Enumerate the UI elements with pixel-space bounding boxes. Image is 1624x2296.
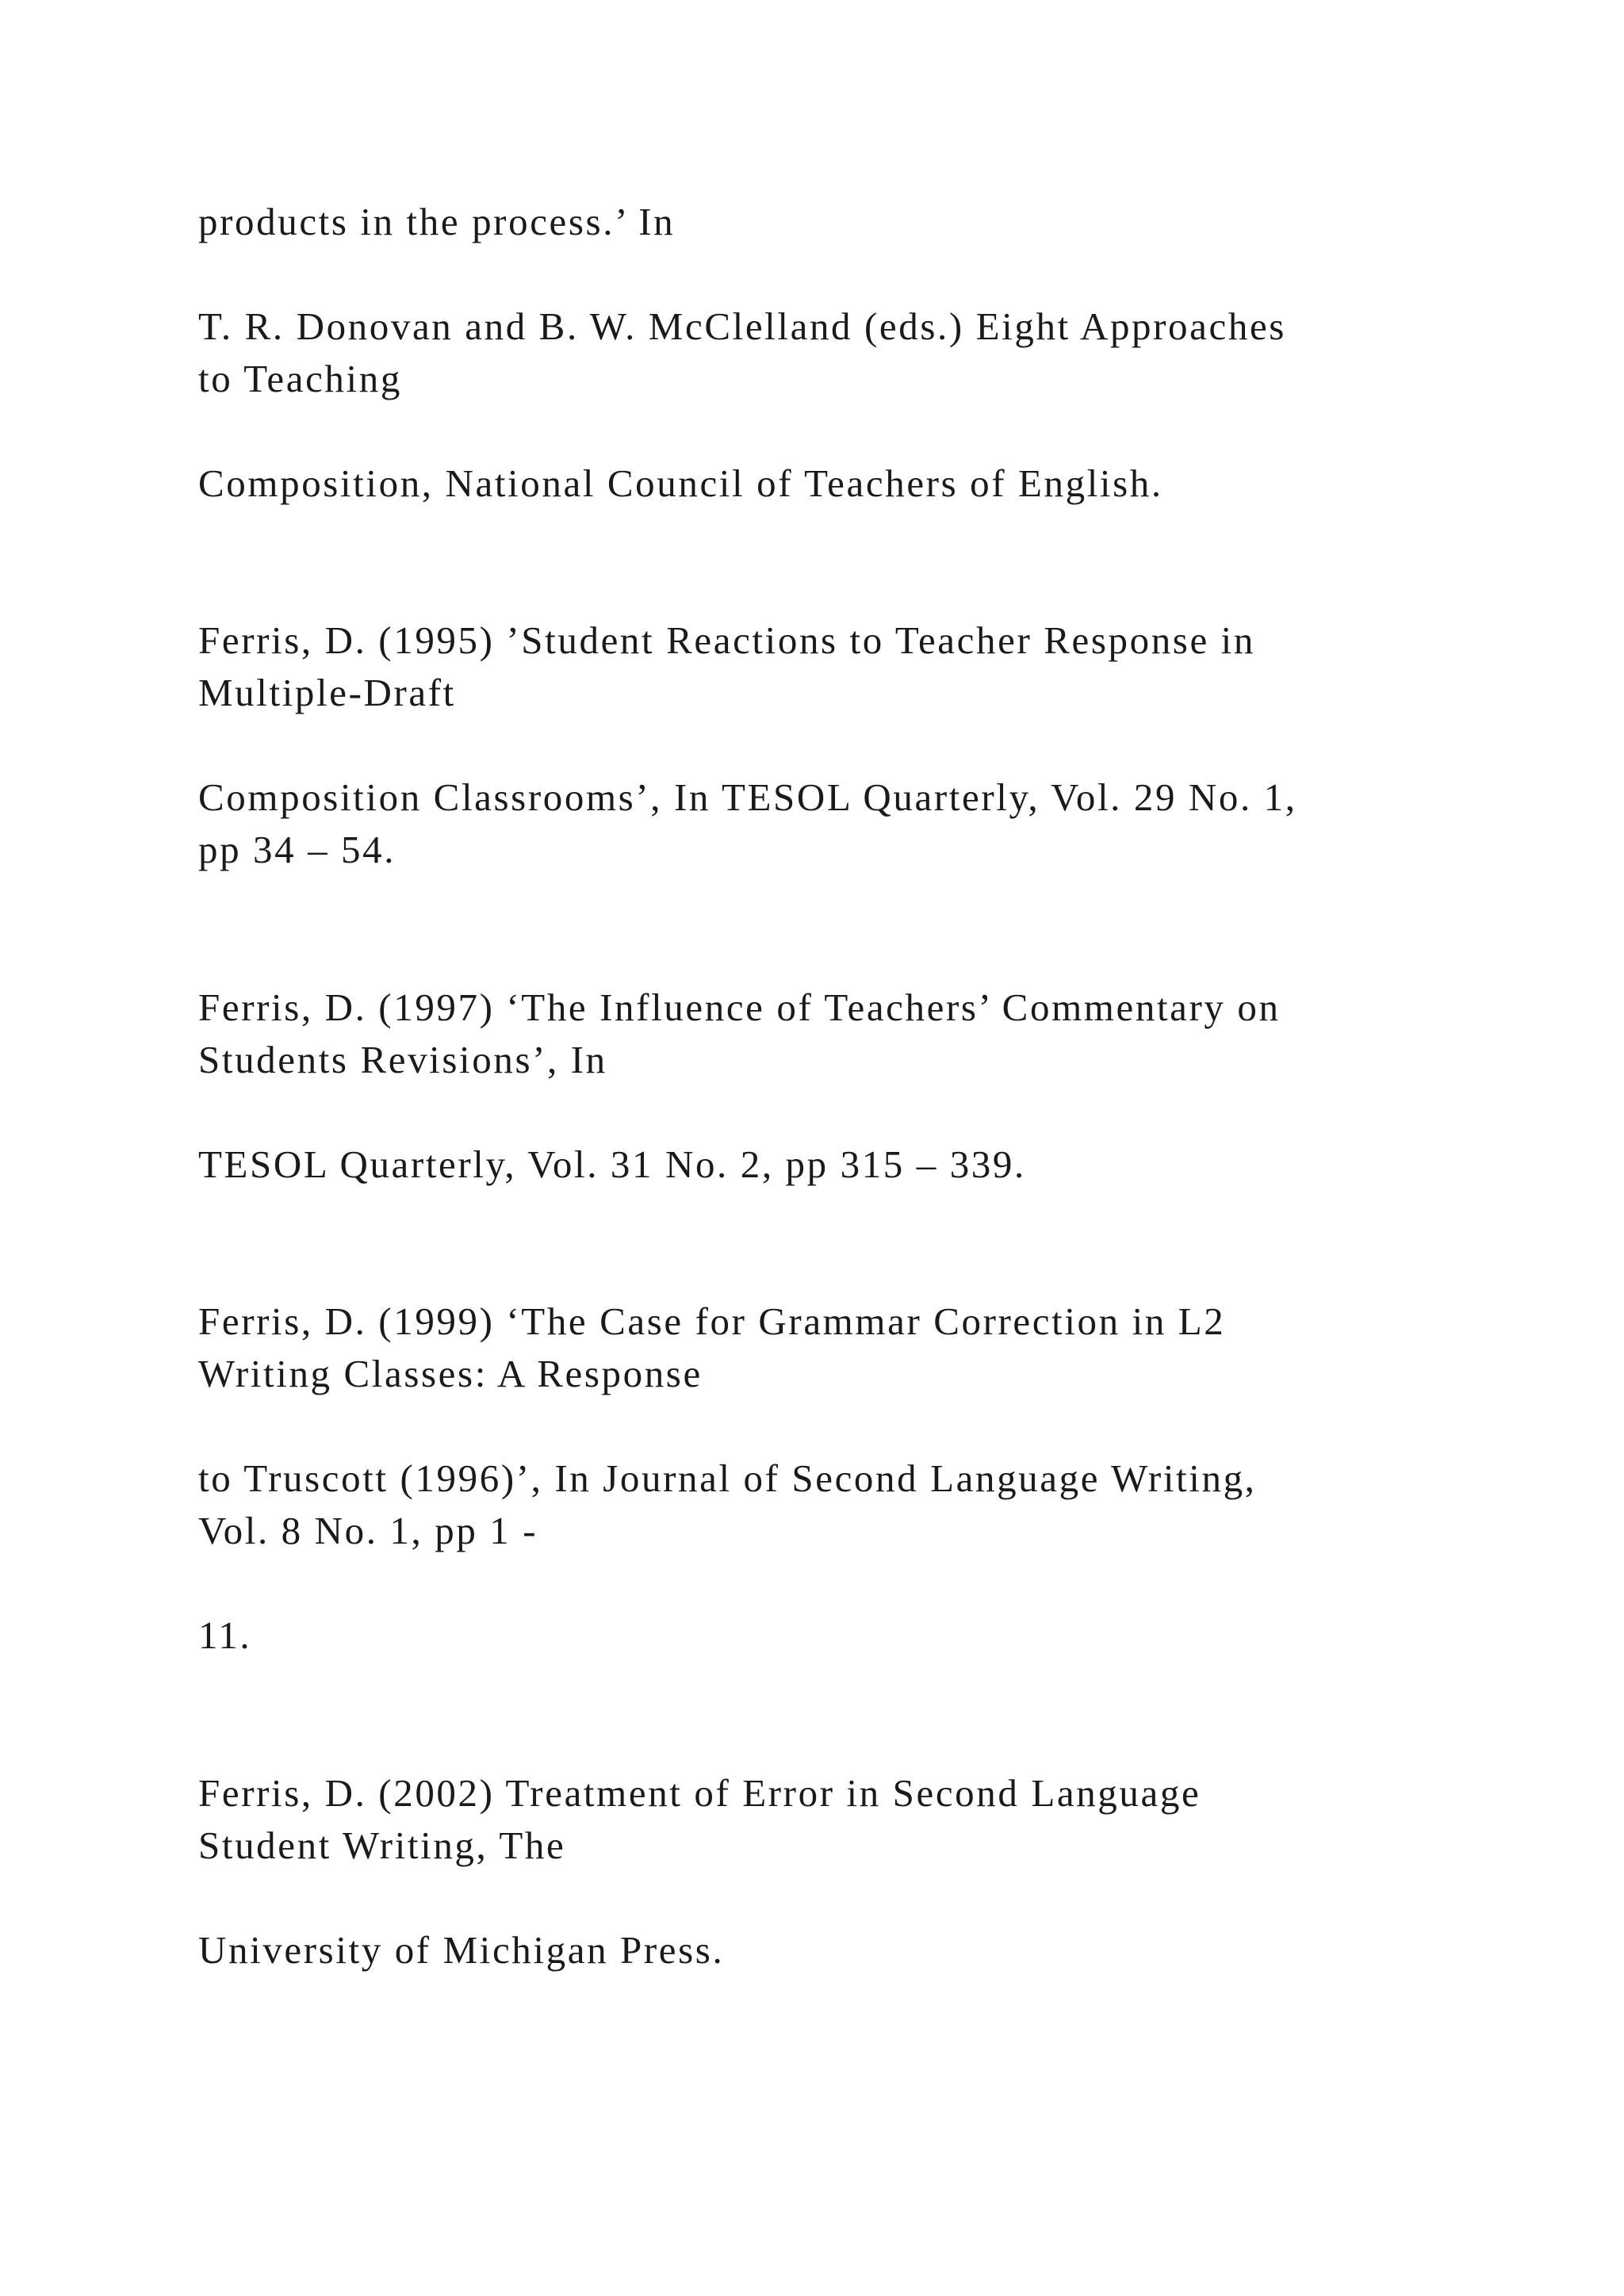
reference-paragraph — [198, 457, 1435, 510]
text-line: T. R. Donovan and B. W. McClelland (eds.) Eight Approaches — [198, 304, 1286, 348]
reference-paragraph — [198, 1767, 1435, 1872]
reference-paragraph — [198, 614, 1435, 719]
text-line: Student Writing, The — [198, 1823, 566, 1867]
text-line: Writing Classes: A Response — [198, 1352, 703, 1395]
reference-paragraph — [198, 300, 1435, 405]
text-line: to Truscott (1996)’, In Journal of Second Language Writing, — [198, 1456, 1257, 1500]
reference-paragraph — [198, 1452, 1435, 1557]
text-line: Composition Classrooms’, In TESOL Quarterly, Vol. 29 No. 1, — [198, 775, 1297, 819]
text-line: Ferris, D. (2002) Treatment of Error in Second Language — [198, 1771, 1201, 1815]
reference-paragraph — [198, 196, 1435, 248]
text-line: Multiple-Draft — [198, 671, 456, 714]
text-line: to Teaching — [198, 357, 402, 400]
reference-paragraph — [198, 1609, 1435, 1662]
text-line: University of Michigan Press. — [198, 1928, 725, 1972]
reference-paragraph — [198, 982, 1435, 1086]
text-line: pp 34 – 54. — [198, 828, 396, 871]
text-line: 11. — [198, 1613, 252, 1657]
reference-paragraph — [198, 1138, 1435, 1191]
text-line: Ferris, D. (1997) ‘The Influence of Teachers’ Commentary on — [198, 985, 1281, 1029]
reference-paragraph — [198, 1924, 1435, 1976]
text-line: Composition, National Council of Teachers of English. — [198, 461, 1163, 505]
text-line: Students Revisions’, In — [198, 1038, 607, 1081]
reference-paragraph — [198, 1295, 1435, 1400]
text-line: Vol. 8 No. 1, pp 1 - — [198, 1509, 538, 1552]
text-line: products in the process.’ In — [198, 200, 676, 243]
text-line: TESOL Quarterly, Vol. 31 No. 2, pp 315 – 339. — [198, 1142, 1026, 1186]
text-line: Ferris, D. (1999) ‘The Case for Grammar Correction in L2 — [198, 1299, 1226, 1343]
reference-paragraph — [198, 771, 1435, 876]
text-line: Ferris, D. (1995) ’Student Reactions to Teacher Response in — [198, 618, 1255, 662]
